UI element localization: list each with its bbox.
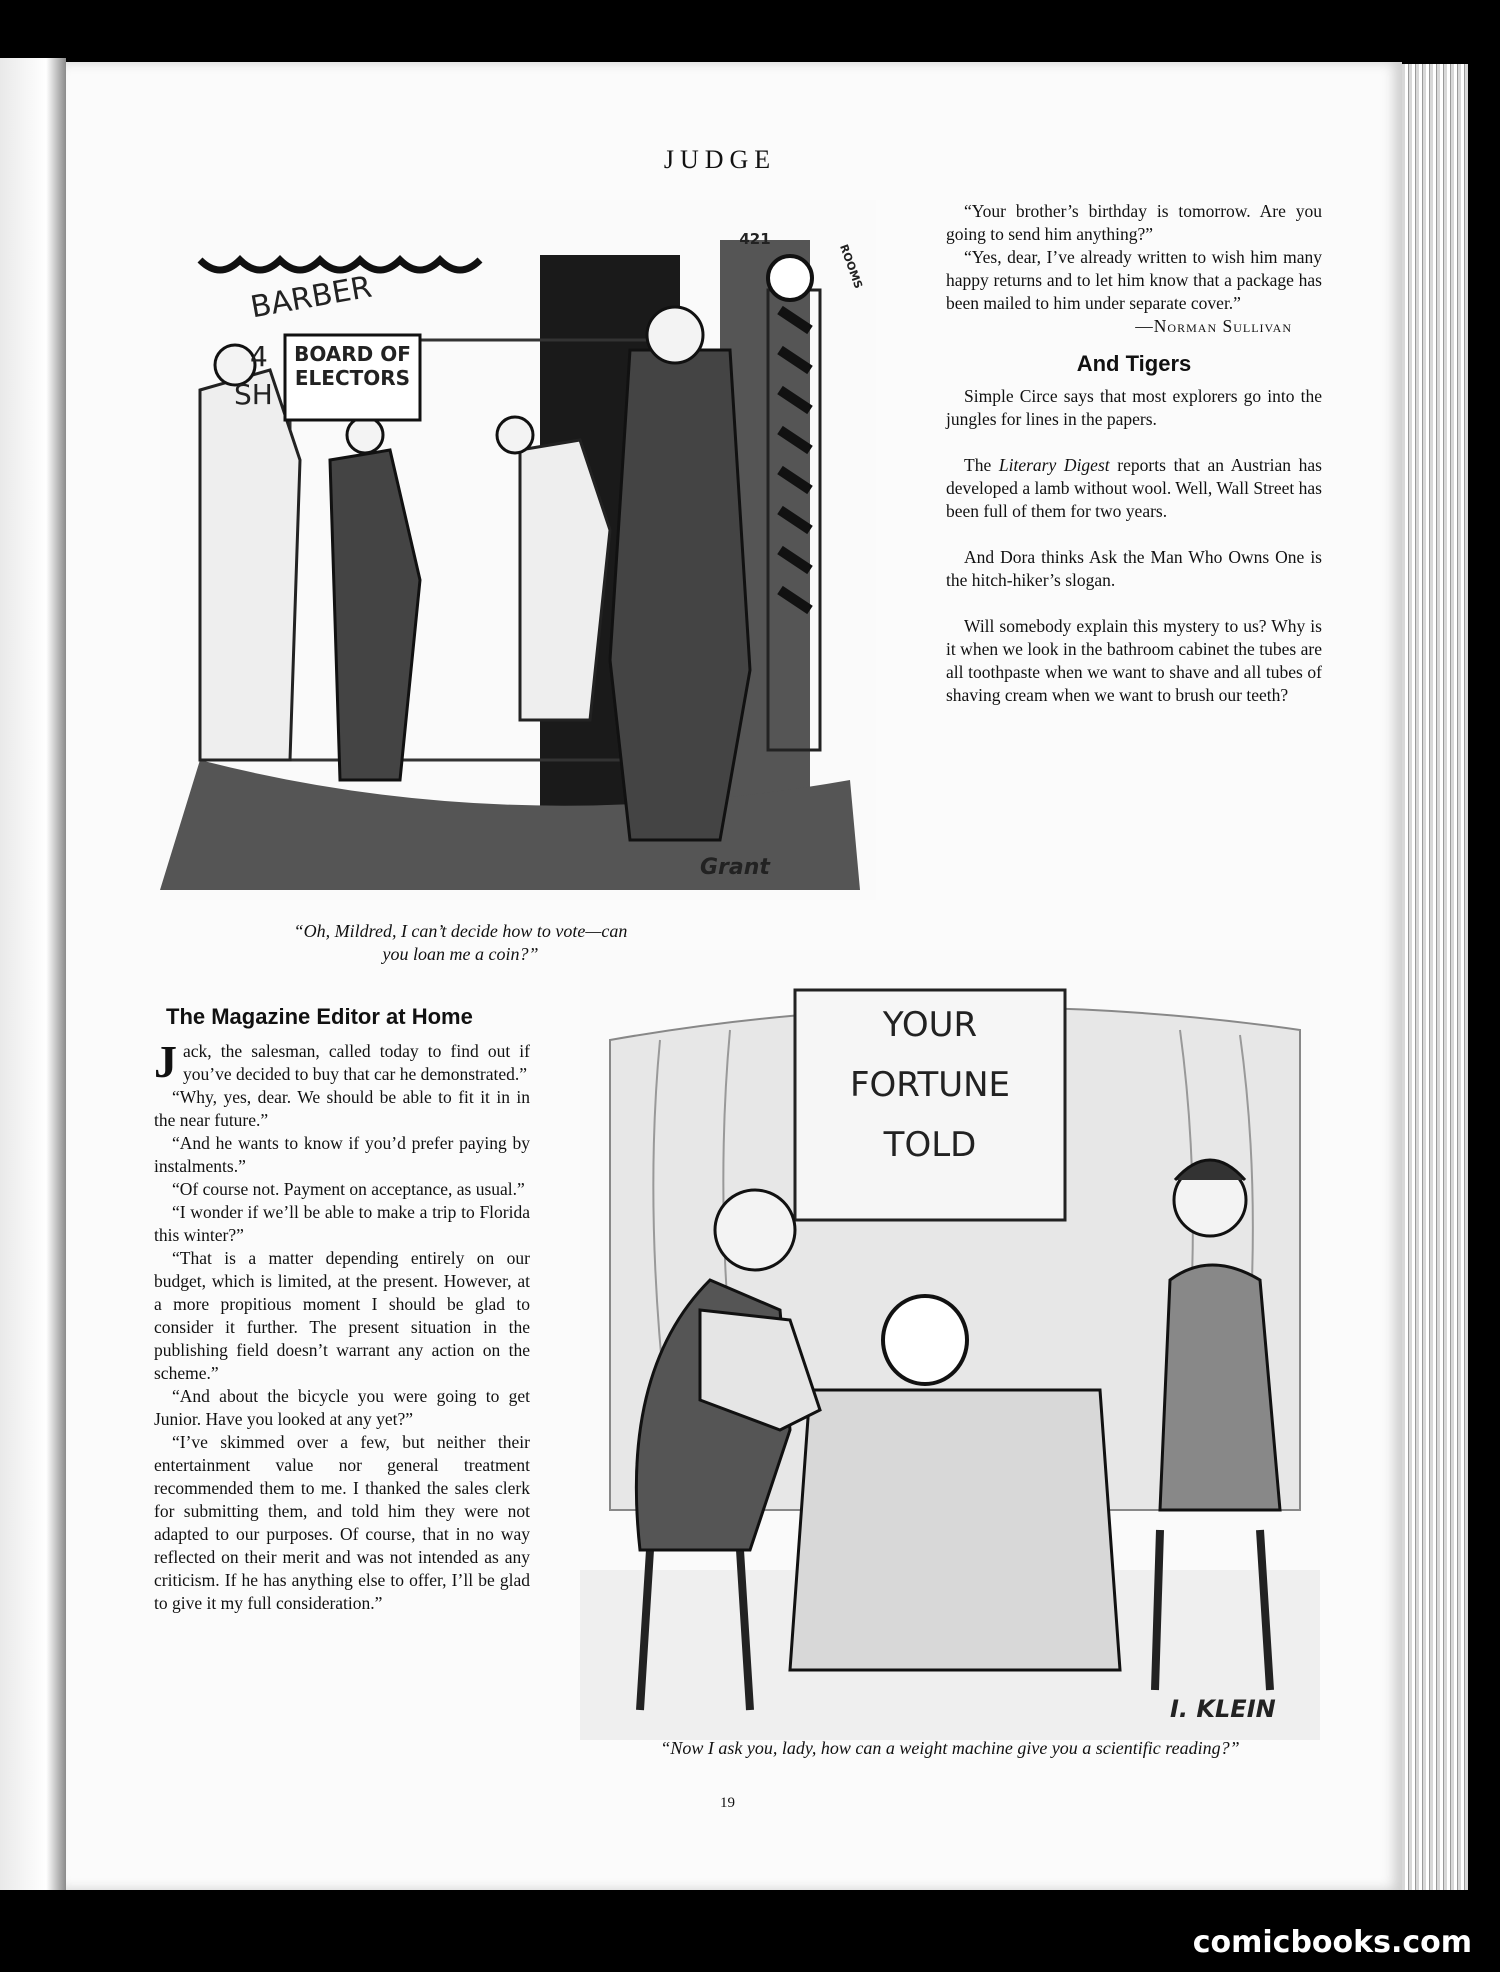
digest-text-before: The <box>964 455 999 475</box>
board-of-electors-sign: BOARD OF ELECTORS <box>294 342 411 390</box>
page-stack-edges <box>1402 64 1468 1890</box>
facing-page-edge <box>0 58 66 1890</box>
window-letters: SH <box>234 378 273 411</box>
editor-paragraph-8: “I’ve skimmed over a few, but neither their entertainment value nor general treatment recommended them to me. I thanked the sales clerk for submitting them, and told him they were not adapted to our purposes. Of course, that in no way reflected on their merit and was not intended as any criticism. If he has anything else to offer, I’ll be glad to give it my full consideration.” <box>154 1432 530 1613</box>
left-text-column <box>154 1005 530 1615</box>
election-cartoon <box>160 200 876 900</box>
digest-text-after: reports that an Austrian has developed a lamb without wool. Well, Wall Street has been full of them for two years. <box>946 455 1322 521</box>
digest-paragraph <box>946 454 1322 523</box>
dora-paragraph: And Dora thinks Ask the Man Who Owns One is the hitch-hiker’s slogan. <box>946 547 1322 590</box>
window-digit: 4 <box>250 340 268 373</box>
editor-paragraph-1 <box>154 1036 530 1087</box>
digest-title: Literary Digest <box>998 455 1110 475</box>
site-watermark: comicbooks.com <box>1192 1925 1472 1960</box>
election-cartoon-caption: “Oh, Mildred, I can’t decide how to vote—can you loan me a coin?” <box>293 921 628 964</box>
fortune-sign-line-3: TOLD <box>883 1125 977 1165</box>
editor-paragraph-5: “I wonder if we’ll be able to make a trip to Florida this winter?” <box>154 1202 530 1245</box>
editor-paragraph-6: “That is a matter depending entirely on our budget, which is limited, at the present. However, at a more propitious moment I should be glad to consider it further. The present situation in the publishing field doesn’t warrant any action on the scheme.” <box>154 1248 530 1383</box>
magazine-editor-heading: The Magazine Editor at Home <box>166 1004 473 1029</box>
top-artist-signature: Grant <box>700 855 770 880</box>
editor-paragraph-1-text: ack, the salesman, called today to find out if you’ve decided to buy that car he demonstrated.” <box>183 1041 530 1084</box>
fortune-sign-line-1: YOUR <box>882 1005 978 1045</box>
and-tigers-heading: And Tigers <box>1076 351 1192 376</box>
circe-paragraph: Simple Circe says that most explorers go into the jungles for lines in the papers. <box>946 386 1322 429</box>
dialogue-line-1: “Your brother’s birthday is tomorrow. Are you going to send him anything?” <box>946 201 1322 244</box>
editor-paragraph-2: “Why, yes, dear. We should be able to fit it in in the near future.” <box>154 1087 530 1130</box>
drop-cap: J <box>154 1036 177 1087</box>
editor-paragraph-4: “Of course not. Payment on acceptance, as usual.” <box>172 1179 525 1199</box>
dialogue-byline: —Norman Sullivan <box>1135 316 1292 336</box>
editor-paragraph-3: “And he wants to know if you’d prefer paying by instalments.” <box>154 1133 530 1176</box>
door-number: 421 <box>739 230 771 248</box>
fortune-sign-line-2: FORTUNE <box>849 1065 1011 1105</box>
fortune-teller-cartoon <box>580 950 1320 1740</box>
right-text-column <box>946 200 1322 707</box>
editor-paragraph-7: “And about the bicycle you were going to get Junior. Have you looked at any yet?” <box>154 1386 530 1429</box>
mystery-paragraph: Will somebody explain this mystery to us? Why is it when we look in the bathroom cabinet the tubes are all toothpaste when we want to shave and all tubes of shaving cream when we want to brush our teeth? <box>946 616 1322 705</box>
rooms-sign: ROOMS <box>837 242 866 291</box>
barber-sign: BARBER <box>247 269 375 326</box>
masthead: JUDGE <box>663 145 777 174</box>
fortune-teller-caption: “Now I ask you, lady, how can a weight machine give you a scientific reading?” <box>660 1738 1240 1758</box>
bottom-artist-signature: I. KLEIN <box>1170 1695 1276 1723</box>
page-number: 19 <box>720 1795 735 1811</box>
dialogue-line-2: “Yes, dear, I’ve already written to wish him many happy returns and to let him know that a package has been mailed to him under separate cover.” <box>946 247 1322 313</box>
